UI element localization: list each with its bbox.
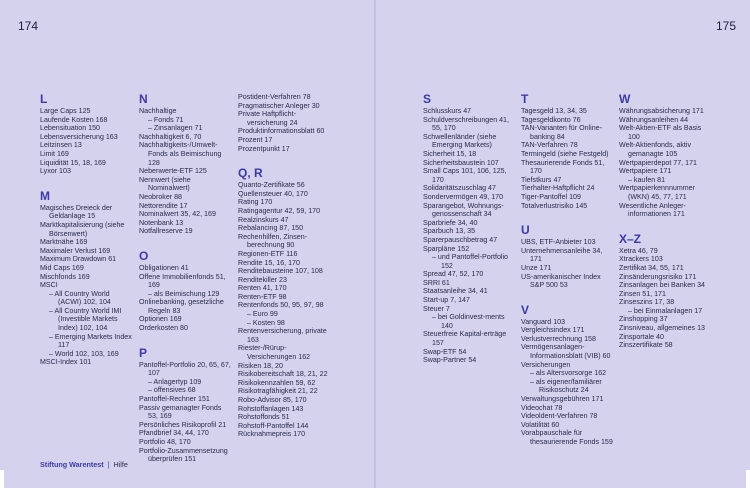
index-entry: Steuer 7 [423,304,450,313]
index-section [423,93,517,365]
index-section [40,93,134,176]
index-entry: – Anlagertyp 109 [148,377,202,386]
index-entry: Tagesgeldkonto 76 [521,115,581,124]
index-entry: Termingeld (siehe Festgeld) [521,149,609,158]
index-entry: Mischfonds 169 [40,272,90,281]
section-letter: L [40,92,48,106]
index-entry: MSCI [40,281,58,290]
index-entry: Verwaltungsgebühren 171 [521,395,604,404]
index-entry: Volatilität 60 [521,420,560,429]
index-entry: Verlustverrechnung 158 [521,334,596,343]
index-section [139,93,233,236]
index-entry: Rohstoff-Pantoffel 144 [238,421,309,430]
index-entry: Marktnähe 169 [40,238,88,247]
index-entry: Spread 47, 52, 170 [423,270,484,279]
index-entry: – Zinsanlagen 71 [148,124,203,133]
index-entry: Obligationen 41 [139,263,189,272]
index-entry: Sparbriefe 34, 40 [423,218,478,227]
index-entry: Renten 41, 170 [238,284,287,293]
index-entry: Rohstoffonds 51 [238,413,290,422]
index-entry: Sparpläne 152 [423,244,470,253]
index-entry: Zertifikat 34, 55, 171 [619,263,684,272]
index-entry: Videoldent-Verfahren 78 [521,412,598,421]
index-entry: – All Country World IMI (Investible Markets Index) 102, 104 [49,306,122,333]
index-entry: Liquidität 15, 18, 169 [40,158,106,167]
index-entry: Swap-ETF 54 [423,347,467,356]
index-entry: Prozent 17 [238,135,273,144]
footer-section: Hilfe [113,460,128,469]
index-entry: Marktkapitalisierung (siehe Börsenwert) [40,220,125,238]
section-letter: P [139,345,148,360]
index-section [521,93,615,210]
index-entry: Solidaritätszuschlag 47 [423,184,496,193]
index-entry: Unze 171 [521,263,552,272]
index-entry: Sondervermögen 49, 170 [423,192,504,201]
index-entry: Optionen 169 [139,315,182,324]
index-entry: – Euro 99 [247,310,278,319]
index-entry: Realzinskurs 47 [238,215,289,224]
index-entry: UBS, ETF-Anbieter 103 [521,238,596,247]
index-entry: Wertpapierdepot 77, 171 [619,158,697,167]
index-entry: Rating 170 [238,198,273,207]
index-entry: Sparangebot, Wohnungs-genossenschaft 34 [423,201,504,219]
index-entry: Orderkosten 80 [139,324,188,333]
section-letter: N [139,92,148,106]
index-entry: Large Caps 125 [40,107,91,115]
index-entry: Zinsniveau, allgemeines 13 [619,324,705,333]
footer [40,460,128,469]
index-entry: Steuerfreie Kapital-erträge 157 [423,330,507,348]
index-entry: – kaufen 81 [628,175,666,184]
index-entry: Swap-Partner 54 [423,356,477,365]
index-entry: Zinszertifikate 58 [619,341,673,350]
index-entry: Renditekiller 23 [238,275,287,284]
index-column [619,93,715,364]
index-entry: Zinsänderungsrisiko 171 [619,272,697,281]
index-section [521,224,615,290]
section-letter: W [619,92,631,106]
index-section [238,93,334,153]
index-entry: Rücknahmepreis 170 [238,430,306,439]
index-entry: Vanguard 103 [521,317,566,326]
index-entry: Pantoffel-Portfolio 20, 65, 67, 107 [139,360,231,378]
index-entry: Währungsabsicherung 171 [619,107,704,115]
index-entry: Zinsanlagen bei Banken 34 [619,281,705,290]
index-entry: Vorabpauschale für thesaurierende Fonds 159 [521,429,613,446]
section-letter: S [423,92,432,106]
index-entry: Risiken 18, 20 [238,361,283,370]
index-entry: US-amerikanischer Index S&P 500 53 [521,272,601,290]
page-number-right: 175 [715,19,736,33]
index-entry: Xetra 46, 79 [619,246,658,255]
index-entry: Laufende Kosten 168 [40,115,108,124]
index-entry: Offene Immobilienfonds 51, 169 [139,272,226,290]
index-entry: – bei Einmalanlagen 17 [628,306,703,315]
index-entry: Start-up 7, 147 [423,296,470,305]
section-letter: M [40,188,50,203]
index-entry: Robo-Advisor 85, 170 [238,396,307,404]
page-edge-right [746,470,750,488]
index-entry: Nachhaltige [139,107,177,115]
index-entry: Vergleichsindex 171 [521,326,585,335]
index-entry: Versicherungen [521,360,571,369]
index-entry: Sicherheit 15, 18 [423,149,477,158]
index-entry: Rendite 15, 16, 170 [238,258,300,267]
index-entry: Zinsportale 40 [619,332,664,341]
index-entry: – Kosten 98 [247,318,285,327]
index-entry: Risikobereitschaft 18, 21, 22 [238,370,328,379]
index-entry: Nennwert (siehe Nominalwert) [139,175,191,193]
section-letter: X–Z [619,231,642,246]
right-page [376,0,750,488]
section-letter: O [139,248,149,263]
index-entry: Staatsanleihe 34, 41 [423,287,488,296]
index-entry: MSCI-Index 101 [40,358,92,367]
index-section [139,347,233,464]
index-entry: Produktinformationsblatt 60 [238,127,325,136]
index-section [619,233,715,350]
index-column [139,93,233,478]
index-entry: Rebalancing 87, 150 [238,224,304,233]
index-entry: Schuldverschreibungen 41, 55, 170 [423,115,509,133]
index-entry: Mid Caps 169 [40,263,84,272]
index-entry: Währungsanleihen 44 [619,115,689,124]
index-section [40,190,134,367]
index-entry: Zinsen 51, 171 [619,289,666,298]
index-entry: Rentenversicherung, private 163 [238,327,327,344]
index-entry: Portfolio 48, 170 [139,438,191,446]
index-entry: Private Haftpflicht-versicherung 24 [238,110,298,127]
index-entry: TAN-Varianten für Online-banking 84 [521,124,602,141]
left-page [0,0,374,488]
index-entry: Leitzinsen 13 [40,141,82,150]
index-entry: Persönliches Risikoprofil 21 [139,420,227,429]
footer-brand: Stiftung Warentest [40,460,104,469]
index-entry: Pragmatischer Anleger 30 [238,101,320,110]
section-letter: Q, R [238,166,263,181]
index-entry: Wertpapierkennnummer (WKN) 45, 77, 171 [619,184,695,201]
index-entry: Tierhalter-Haftpflicht 24 [521,184,595,193]
section-letter: V [521,302,530,317]
index-entry: Notfallreserve 19 [139,227,193,236]
section-letter: U [521,223,530,238]
index-entry: Sparerpauschbetrag 47 [423,235,498,244]
index-entry: Pfandbrief 34, 44, 170 [139,429,209,438]
index-entry: Quellensteuer 40, 170 [238,189,308,198]
index-entry: TAN-Verfahren 78 [521,141,578,150]
index-entry: Maximaler Verlust 169 [40,246,111,255]
index-entry: Wesentliche Anleger-informationen 171 [619,201,686,219]
index-entry: Onlinebanking, gesetzliche Regeln 83 [139,298,224,315]
index-entry: Magisches Dreieck der Geldanlage 15 [40,203,113,221]
index-entry: Welt-Aktienfonds, aktiv gemanagte 105 [619,141,692,158]
index-section [139,250,233,333]
index-entry: Rechenhilfen, Zinsen-berechnung 90 [238,232,308,250]
page-edge-left [0,470,4,488]
index-entry: – Emerging Markets Index 117 [49,332,132,350]
index-column [521,93,615,461]
index-entry: – als eigener/familiärer Risikoschutz 24 [530,377,602,395]
index-entry: Vermögensanlagen-Informationsblatt (VIB) 60 [521,343,611,361]
index-entry: Rentenfonds 50, 95, 97, 98 [238,301,324,310]
index-entry: Pantoffel-Rechner 151 [139,395,210,404]
index-column [423,93,517,379]
footer-separator: | [107,460,110,469]
index-entry: – bei Goldinvest-ments 140 [432,313,505,330]
index-entry: Sparbuch 13, 35 [423,227,476,236]
index-entry: Prozentpunkt 17 [238,144,290,153]
index-entry: Videochat 78 [521,403,563,412]
index-entry: Thesaurierende Fonds 51, 170 [521,158,605,176]
index-entry: Ratingagentur 42, 59, 170 [238,206,321,215]
index-column [238,93,334,453]
index-entry: – All Country World (ACWI) 102, 104 [49,289,111,307]
index-entry: Lebensversicherung 163 [40,132,118,141]
index-entry: Risikokennzahlen 59, 62 [238,378,316,387]
index-entry: Small Caps 101, 106, 125, 170 [423,167,507,184]
index-entry: Postident-Verfahren 78 [238,93,311,101]
index-entry: Nachhaltigkeits-/Umwelt-Fonds als Beimischung 128 [139,141,222,167]
index-entry: Limit 169 [40,149,69,158]
index-entry: – als Altersvorsorge 162 [530,369,607,378]
index-entry: Passiv gemanagter Fonds 53, 169 [139,403,222,421]
index-entry: Xtrackers 103 [619,255,663,264]
index-entry: – offensives 68 [148,386,196,395]
index-column [40,93,134,381]
index-entry: Unternehmensanleihe 34, 171 [521,246,603,264]
index-entry: Rohstoffanlagen 143 [238,404,304,413]
index-section [619,93,715,219]
page-number-left: 174 [18,19,39,33]
index-entry: Tiger-Pantoffel 109 [521,192,581,201]
index-entry: Notenbank 13 [139,218,184,227]
index-entry: Regionen-ETF 116 [238,249,298,258]
index-entry: Tagesgeld 13, 34, 35 [521,107,587,115]
index-entry: Zinshopping 37 [619,315,668,324]
index-entry: Welt-Aktien-ETF als Basis 100 [619,124,702,141]
index-entry: – World 102, 103, 169 [49,349,119,358]
index-entry: Nominalwert 35, 42, 169 [139,210,216,219]
index-entry: Totalverlustrisiko 145 [521,201,588,210]
index-entry: SRRI 61 [423,278,450,287]
index-entry: – Fonds 71 [148,115,184,124]
index-entry: Quanto-Zertifikate 56 [238,181,305,190]
index-entry: Zinseszins 17, 38 [619,298,675,307]
index-entry: Renditebausteine 107, 108 [238,267,323,276]
index-entry: Nachhaltigkeit 6, 70 [139,132,202,141]
index-entry: Neobroker 88 [139,192,182,201]
index-entry: Renten-ETF 98 [238,292,287,301]
index-entry: Tiefstkurs 47 [521,175,562,184]
index-entry: Schlusskurs 47 [423,107,472,115]
index-entry: Portfolio-Zusammensetzung überprüfen 151 [139,446,228,464]
index-section [238,167,334,439]
index-entry: Maximum Drawdown 61 [40,255,117,264]
index-section [521,304,615,447]
index-entry: Lebensituation 150 [40,124,100,133]
index-entry: – und Pantoffel-Portfolio 152 [432,253,508,270]
index-entry: Nebenwerte-ETF 125 [139,167,207,176]
index-entry: – als Beimischung 129 [148,289,220,298]
index-entry: Schwellenländer (siehe Emerging Markets) [423,132,497,150]
section-letter: T [521,92,529,106]
index-entry: Sicherheitsbaustein 107 [423,158,499,167]
index-entry: Riester-/Rürup-Versicherungen 162 [238,344,311,362]
index-entry: Lyxor 103 [40,167,71,176]
index-entry: Risikotragfähigkeit 21, 22 [238,387,318,396]
index-entry: Nettorendite 17 [139,201,188,210]
index-entry: Wertpapiere 171 [619,167,672,176]
